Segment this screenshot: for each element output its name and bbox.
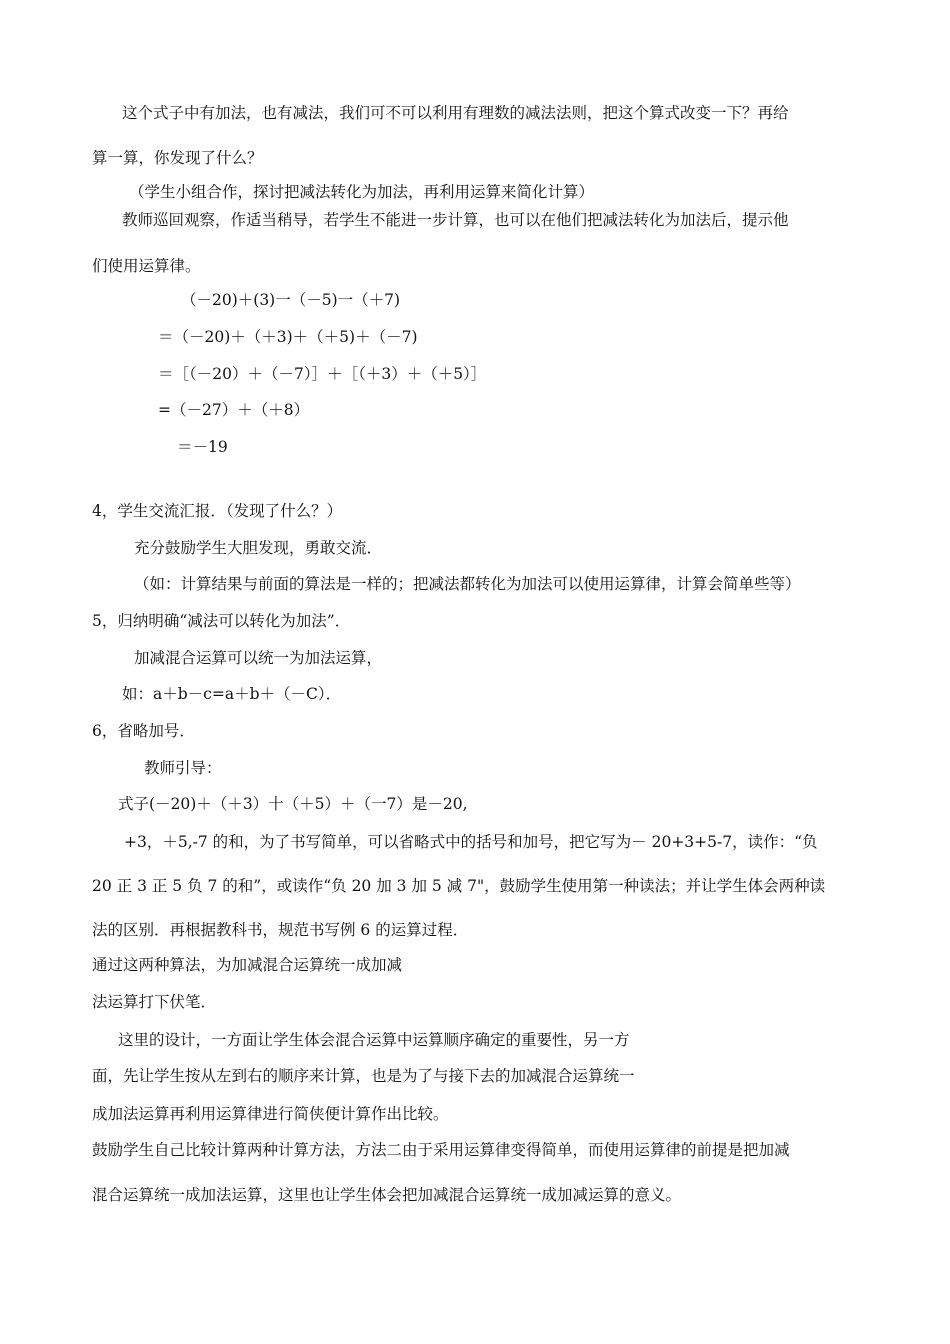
paragraph-line: 加减混合运算可以统一为加法运算， [134,649,383,667]
paragraph-line: 成加法运算再利用运算律进行简侠便计算作出比较。 [92,1105,449,1123]
paragraph-line: 20 正 3 正 5 负 7 的和”，或读作“负 20 加 3 加 5 减 7"，鼓励学生使用第一种读法；并让学生体会两种读 [92,877,826,895]
paragraph-line: 鼓励学生自己比较计算两种计算方法，方法二由于采用运算律变得简单，而使用运算律的前提是把加减 [92,1141,790,1159]
equation-line: （－20)＋(3)一（－5)一（＋7) [181,291,401,309]
section-heading: 6，省略加号． [92,722,195,740]
paragraph-line: （如：计算结果与前面的算法是一样的；把减法都转化为加法可以使用运算律，计算会简单些等） [134,575,801,593]
paragraph-line: 混合运算统一成加法运算，这里也让学生体会把加减混合运算统一成加减运算的意义。 [92,1186,682,1204]
paragraph-line: （学生小组合作，探讨把减法转化为加法，再利用运算来简化计算） [129,183,595,201]
equation-line: ＝（－20)＋（＋3)＋（＋5)＋（－7) [158,328,418,346]
paragraph-line: 通过这两种算法，为加减混合运算统一成加减 [92,956,403,974]
equation-line: ＝－19 [177,438,228,456]
paragraph-line: 充分鼓励学生大胆发现，勇敢交流． [134,539,383,557]
paragraph-line: 如：a＋b－c=a＋b＋（－C）． [122,685,342,703]
paragraph-line: 法的区别．再根据教科书，规范书写例 6 的运算过程． [92,921,469,939]
paragraph-line: 法运算打下伏笔． [92,993,217,1011]
paragraph-line: 算一算，你发现了什么？ [92,149,263,167]
paragraph-line: 教师引导： [144,759,222,777]
paragraph-line: 式子(－20)＋（＋3）十（＋5）＋（一7）是－20, [118,795,468,813]
equation-line: =（－27）＋（＋8） [158,401,310,419]
section-heading: 5，归纳明确“减法可以转化为加法”． [92,612,351,630]
paragraph-line: 教师巡回观察，作适当稍导，若学生不能进一步计算，也可以在他们把减法转化为加法后，提示他 [122,211,789,229]
paragraph-line: 这个式子中有加法，也有减法，我们可不可以利用有理数的减法法则，把这个算式改变一下？再给 [122,104,789,122]
paragraph-line: 这里的设计，一方面让学生体会混合运算中运算顺序确定的重要性，另一方 [118,1031,630,1049]
paragraph-line: 们使用运算律。 [92,257,201,275]
equation-line: ＝［（－20）＋（－7）］＋［（＋3）＋（＋5）］ [158,365,487,383]
paragraph-line: +3，＋5,-7 的和，为了书写简单，可以省略式中的括号和加号，把它写为－ 20+3+5-7，读作：“负 [124,833,818,851]
paragraph-line: 面，先让学生按从左到右的顺序来计算，也是为了与接下去的加减混合运算统一 [92,1067,635,1085]
section-heading: 4，学生交流汇报．（发现了什么？） [92,502,343,520]
